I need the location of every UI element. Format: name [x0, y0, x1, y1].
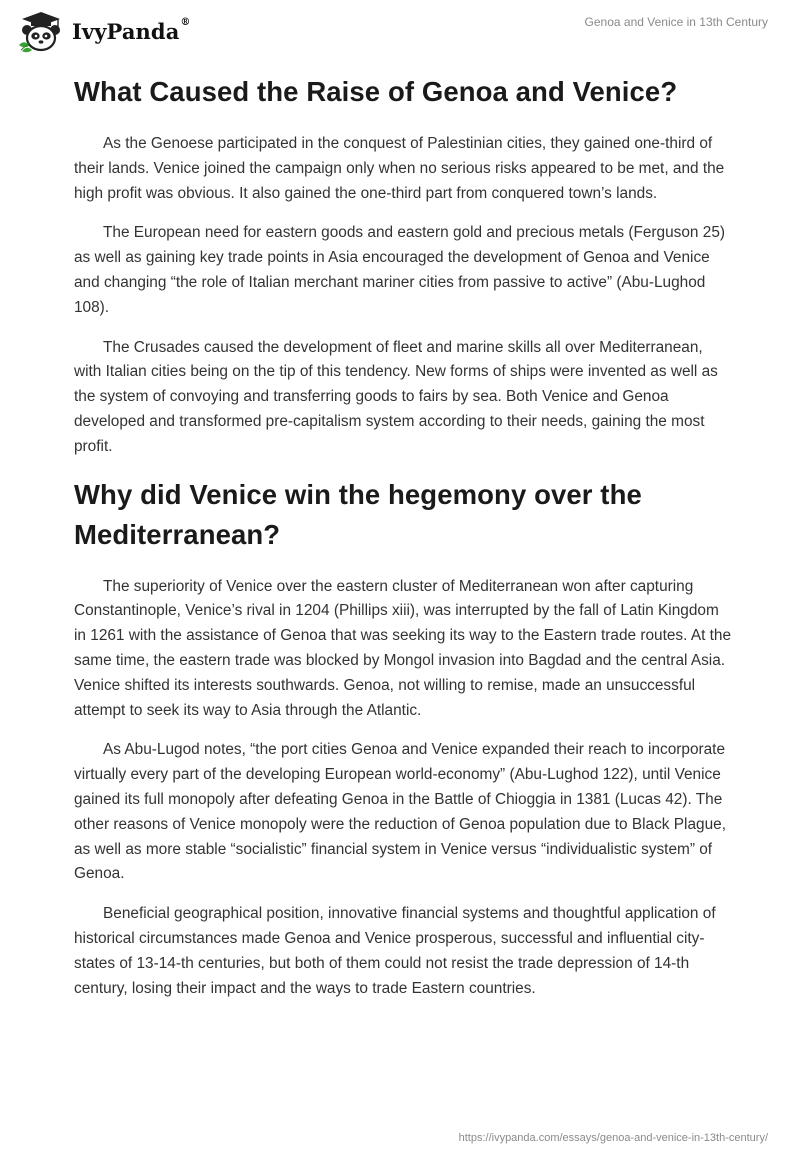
- essay-content: [74, 72, 734, 1016]
- source-url[interactable]: https://ivypanda.com/essays/genoa-and-venice-in-13th-century/: [458, 1132, 768, 1144]
- page-header: [0, 0, 800, 60]
- paragraph: The superiority of Venice over the eastern cluster of Mediterranean won after capturing Constantinople, Venice’s rival in 1204 (Phillips xiii), was interrupted by the fall of Latin Kingdom in 1261 with the assistance of Genoa that was seeking its way to the Eastern trade routes. At the same time, the eastern trade was blocked by Mongol invasion into Bagdad and the central Asia. Venice shifted its interests southwards. Genoa, not willing to remise, made an unsuccessful attempt to seek its way to Asia through the Atlantic.: [74, 577, 732, 719]
- document-title: Genoa and Venice in 13th Century: [584, 15, 768, 29]
- paragraph: As Abu-Lugod notes, “the port cities Genoa and Venice expanded their reach to incorporate virtually every part of the developing European world-economy” (Abu-Lughod 122), until Venice gained its full monopoly after defeating Genoa in the Battle of Chioggia in 1381 (Lucas 42). The other reasons of Venice monopoly were the reduction of Genoa population due to Black Plague, as well as more stable “socialistic” financial system in Venice versus “individualistic system” of Genoa.: [74, 741, 726, 883]
- paragraph: Beneficial geographical position, innovative financial systems and thoughtful application of historical circumstances made Genoa and Venice prosperous, successful and influential city-states of 13-14-th centuries, but both of them could not resist the trade depression of 14-th century, losing their impact and the ways to trade Eastern countries.: [74, 905, 716, 997]
- section-heading-hegemony: Why did Venice win the hegemony over the Mediterranean?: [74, 478, 642, 550]
- panda-graduate-icon: [16, 9, 66, 53]
- registered-mark: ®: [180, 16, 191, 28]
- section-heading-raise: What Caused the Raise of Genoa and Venice?: [74, 76, 678, 107]
- paragraph: As the Genoese participated in the conquest of Palestinian cities, they gained one-third of their lands. Venice joined the campaign only when no serious risks appeared to be met, and the high profit was obvious. It also gained the one-third part from conquered town’s lands.: [74, 135, 725, 202]
- paragraph: The Crusades caused the development of fleet and marine skills all over Mediterranean, with Italian cities being on the tip of this tendency. New forms of ships were invented as well as the system of convoying and transferring goods to fairs by sea. Both Venice and Genoa developed and transformed pre-capitalism system according to their needs, gaining the most profit.: [74, 338, 718, 455]
- paragraph: The European need for eastern goods and eastern gold and precious metals (Ferguson 25) as well as gaining key trade points in Asia encouraged the development of Genoa and Venice and changing “the role of Italian merchant mariner cities from passive to active” (Abu-Lughod 108).: [74, 224, 726, 316]
- brand-logo[interactable]: [16, 9, 191, 53]
- brand-name-text: IvyPanda: [72, 18, 180, 44]
- brand-name: [72, 16, 191, 44]
